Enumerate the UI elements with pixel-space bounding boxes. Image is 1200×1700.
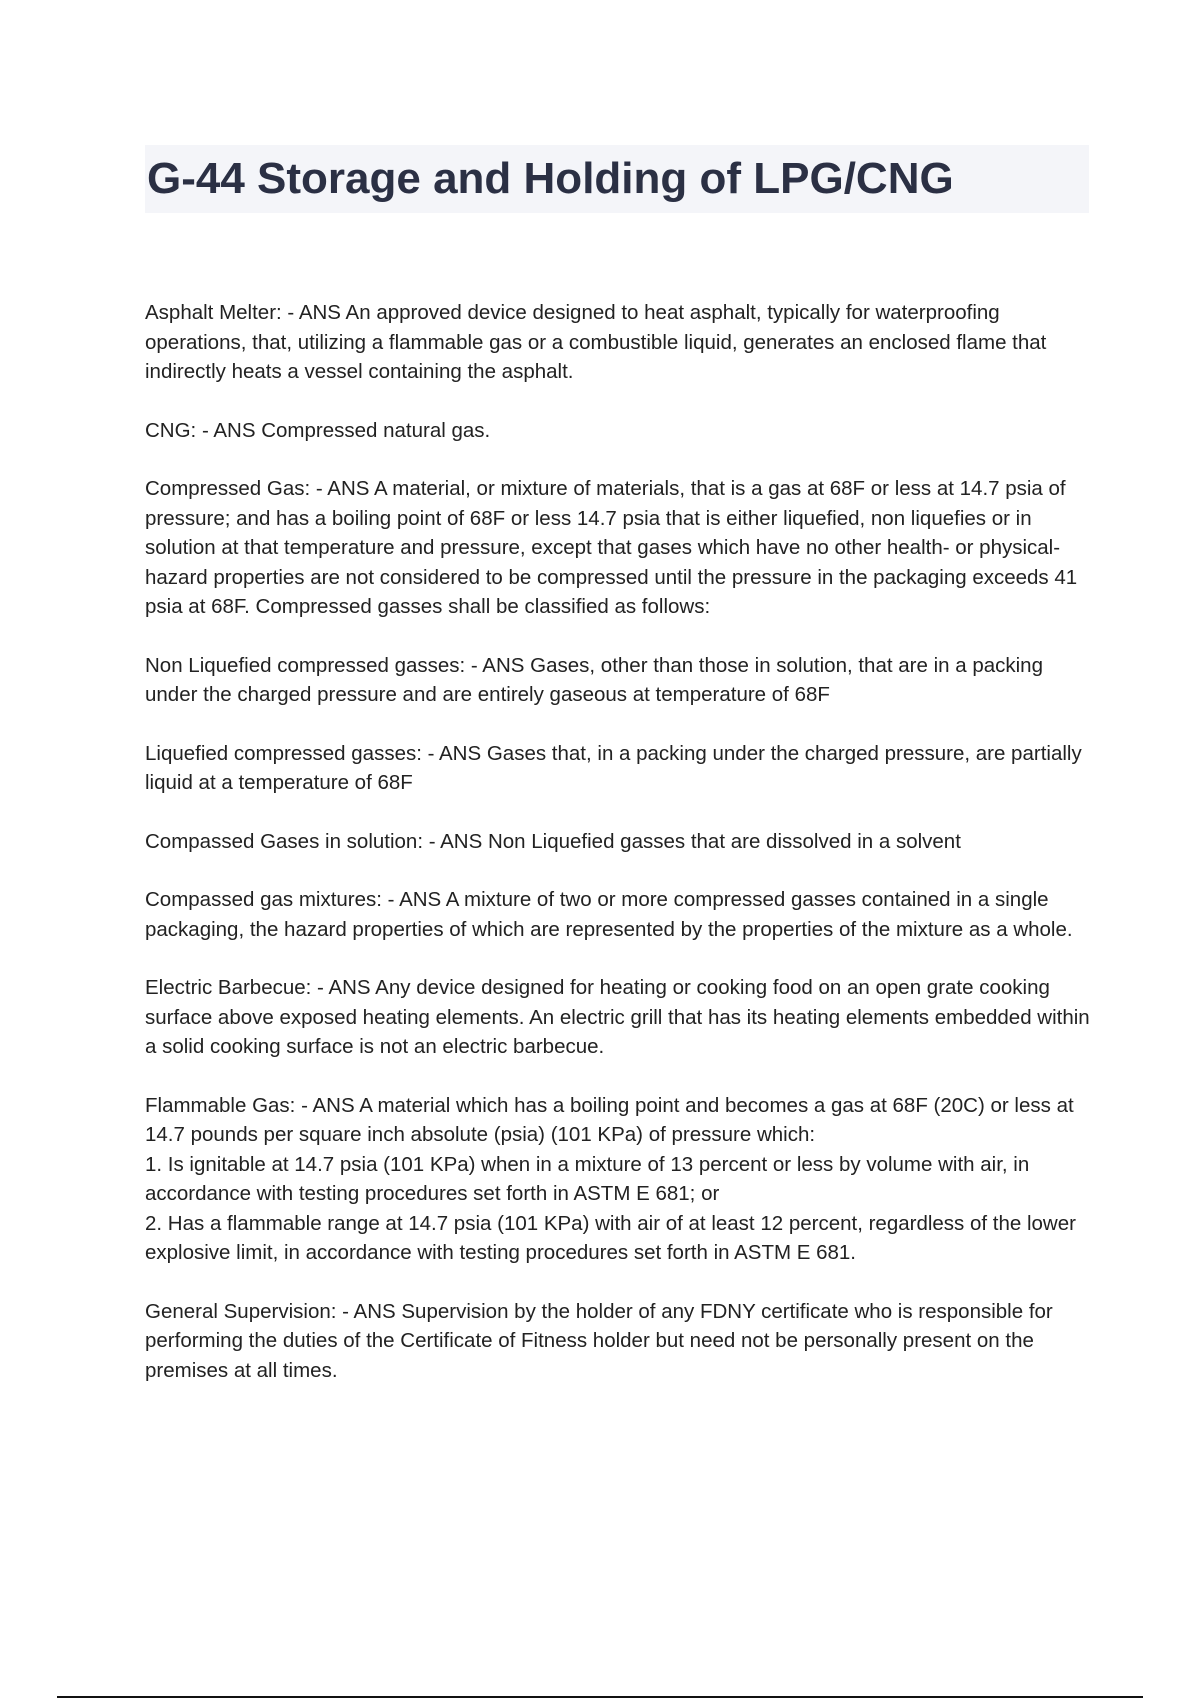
- entry-separator: - ANS: [196, 418, 262, 442]
- entry-definition: Compressed natural gas.: [261, 418, 491, 442]
- entry-definition: Any device designed for heating or cooking food on an open grate cooking surface above exposed heating elements. An electric grill that has its heating elements embedded within a solid cooking surface is not an electric barbecue.: [145, 976, 1090, 1058]
- entry-definition: Gases, other than those in solution, that are in a packing under the charged pressure and are entirely gaseous at temperature of 68F: [145, 653, 1043, 706]
- definition-entry-non-liquefied: [145, 651, 1090, 710]
- page-title: G-44 Storage and Holding of LPG/CNG: [147, 154, 954, 203]
- entry-term: Compassed gas mixtures:: [145, 888, 382, 911]
- definition-entry-asphalt-melter: [145, 298, 1090, 387]
- entry-separator: - ANS: [295, 1093, 360, 1117]
- definition-entry-electric-barbecue: [145, 973, 1090, 1062]
- entry-term: Liquefied compressed gasses:: [145, 741, 422, 765]
- footer-divider: [57, 1696, 1143, 1698]
- entry-separator: - ANS: [310, 477, 375, 500]
- entry-separator: - ANS: [336, 1299, 402, 1323]
- definition-entry-gas-mixtures: [145, 885, 1090, 944]
- entry-definition: Non Liquefied gasses that are dissolved in a solvent: [487, 829, 961, 853]
- entry-definition: A mixture of two or more compressed gasses contained in a single packaging, the hazard properties of which are represented by the properties of the mixture as a whole.: [145, 888, 1073, 941]
- entry-definition: An approved device designed to heat asphalt, typically for waterproofing operations, that, utilizing a flammable gas or a combustible liquid, generates an enclosed flame that indirectly heats a vessel containing the asphalt.: [145, 301, 1047, 383]
- entry-separator: - ANS: [423, 829, 488, 853]
- entry-separator: - ANS: [281, 301, 346, 324]
- entry-term: CNG:: [145, 418, 197, 442]
- entry-separator: - ANS: [465, 653, 531, 677]
- list-item: 1. Is ignitable at 14.7 psia (101 KPa) when in a mixture of 13 percent or less by volume with air, in accordance with testing procedures set forth in ASTM E 681; or: [145, 1152, 1030, 1205]
- entry-term: Asphalt Melter:: [145, 301, 282, 324]
- definition-entry-gases-in-solution: [145, 827, 1090, 857]
- entry-term: Compressed Gas:: [145, 477, 311, 500]
- title-band: [145, 145, 1089, 213]
- entry-definition: Gases that, in a packing under the charged pressure, are partially liquid at a temperature of 68F: [145, 741, 1082, 794]
- entry-term: Flammable Gas:: [145, 1093, 296, 1117]
- entry-term: Compassed Gases in solution:: [145, 829, 424, 853]
- entry-definition: A material which has a boiling point and becomes a gas at 68F (20C) or less at 14.7 pounds per square inch absolute (psia) (101 KPa) of pressure which:: [145, 1093, 1074, 1146]
- list-item: 2. Has a flammable range at 14.7 psia (101 KPa) with air of at least 12 percent, regardless of the lower explosive limit, in accordance with testing procedures set forth in ASTM E 681.: [145, 1211, 1076, 1264]
- definition-entry-cng: [145, 416, 1090, 446]
- definition-entry-flammable-gas: [145, 1091, 1090, 1268]
- definition-entry-liquefied: [145, 739, 1090, 798]
- entry-definition: Supervision by the holder of any FDNY certificate who is responsible for performing the duties of the Certificate of Fitness holder but need not be personally present on the premises at all times.: [145, 1299, 1053, 1382]
- entry-definition: A material, or mixture of materials, that is a gas at 68F or less at 14.7 psia of pressure; and has a boiling point of 68F or less 14.7 psia that is either liquefied, non liquefies or in solution at that temperature and pressure, except that gases which have no other health- or physical-hazard properties are not considered to be compressed until the pressure in the packaging exceeds 41 psia at 68F. Compressed gasses shall be classified as follows:: [145, 477, 1078, 618]
- definition-entry-compressed-gas: [145, 474, 1090, 622]
- entry-term: Electric Barbecue:: [145, 976, 312, 999]
- entry-separator: - ANS: [311, 976, 376, 999]
- entry-separator: - ANS: [381, 888, 446, 911]
- definition-list: [145, 298, 1090, 1414]
- entry-term: Non Liquefied compressed gasses:: [145, 653, 466, 677]
- entry-separator: - ANS: [421, 741, 487, 765]
- entry-term: General Supervision:: [145, 1299, 337, 1323]
- definition-entry-general-supervision: [145, 1297, 1090, 1386]
